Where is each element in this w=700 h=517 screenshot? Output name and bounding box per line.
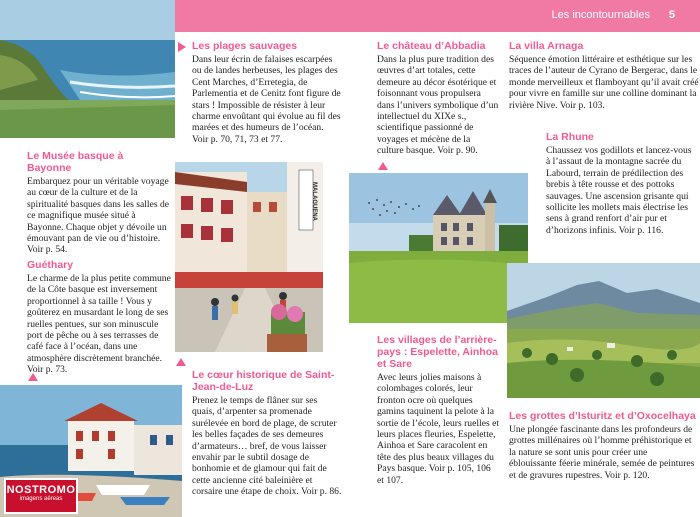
section-text: Chaussez vos godillots et lancez-vous à l’assaut de la montagne sacrée du Labourd, terrain de prédilection des brebis à tête rousse et des pottoks sauvages. Une ascension grisante qui sollicite les mollets mais électrise les sens à grand renfort d’air pur et d’horizons infinis. Voir p. 116.: [546, 145, 692, 236]
mountain-photo: [507, 263, 700, 398]
section-text: Séquence émotion littéraire et esthétique sur les traces de l’auteur de Cyrano de Bergerac, dans le monde merveilleux et flamboyant qu’il avait créé pour vivre en famille sur une colline dominant la rivière Nive. Voir p. 103.: [509, 54, 699, 111]
section-title: Les plages sauvages: [192, 40, 298, 52]
section-title: Le château d’Abbadia: [377, 40, 486, 52]
section-arnaga: [509, 40, 699, 111]
section-text: Embarquez pour un véritable voyage au cœur de la culture et de la spiritualité basques dans les salles de ce magnifique musée situé à Bayonne. Chaque objet y dévoile un émouvant pan de vie ou d’histoire. Voir p. 54.: [27, 176, 170, 256]
chapter-title: Les incontournables: [551, 9, 650, 21]
street-photo: [175, 162, 323, 352]
section-title: Les grottes d’Isturitz et d’Oxocelhaya: [509, 410, 696, 422]
section-title: Les villages de l’arrière-pays : Espelette, Ainhoa et Sare: [377, 334, 498, 370]
section-title: Guéthary: [27, 259, 74, 271]
logo-name: NOSTROMO: [6, 484, 76, 496]
section-text: Le charme de la plus petite commune de la Côte basque est inversement proportionnel à sa taille ! Vous y goûterez en musardant le long de ses ruelles pentues, sur son minuscule port de pêche ou à ses terrasses de café face à l’océan, dans une atmosphère discrètement branchée. Voir p. 73.: [27, 273, 171, 376]
section-guethary: [27, 259, 172, 376]
nostromo-logo: [4, 478, 78, 514]
chateau-photo: [349, 173, 528, 323]
section-title: La Rhune: [546, 131, 594, 143]
header-banner: [175, 0, 700, 32]
coast-photo: [0, 0, 175, 138]
arrow-up-icon: [176, 358, 186, 366]
street-sign: MALAGUENA: [311, 182, 317, 221]
arrow-up-icon: [28, 373, 38, 381]
arrow-right-icon: [178, 42, 186, 52]
section-plages: [192, 40, 342, 145]
section-chateau: [377, 40, 499, 157]
logo-subtitle: imagens aéreas: [19, 496, 63, 502]
section-villages: [377, 334, 499, 486]
page-number: 5: [668, 9, 675, 21]
section-musee: [27, 150, 172, 256]
section-coeur: [192, 369, 342, 498]
section-text: Prenez le temps de flâner sur ses quais, d’arpenter sa promenade surélevée en bord de plage, de scruter les belles façades de ses demeures d’armateurs… bref, de vous laisser envahir par le subtil dosage de bonhomie et de glamour qui fait de cette ancienne cité baleinière et corsaire une étape de choix. Voir p. 86.: [192, 395, 342, 498]
arrow-up-icon: [378, 162, 388, 170]
section-text: Dans la plus pure tradition des œuvres d’art totales, cette demeure au décor ésotérique et foisonnant vous propulsera dans l’univers symbolique d’un intellectuel du XIXe s., scientifique passionné de voyages et mécène de la culture basque. Voir p. 90.: [377, 54, 499, 157]
section-title: Le cœur historique de Saint-Jean-de-Luz: [192, 369, 335, 393]
section-title: La villa Arnaga: [509, 40, 584, 52]
section-title: Le Musée basque à Bayonne: [27, 150, 124, 174]
section-text: Dans leur écrin de falaises escarpées ou de landes herbeuses, les plages des Cent Marches, d’Erretegia, de Parlementia et de Cenitz font figure de stars ! Impossible de résister à leur charme envoûtant qui évolue au fil des marées et des humeurs de l’océan. Voir p. 70, 71, 73 et 77.: [192, 54, 341, 145]
section-text: Une plongée fascinante dans les profondeurs de grottes millénaires où l’homme préhistorique et la nature se sont unis pour créer une éblouissante féerie minérale, semée de peintures et de gravures rupestres. Voir p. 120.: [509, 424, 695, 481]
section-rhune: [546, 131, 694, 236]
section-text: Avec leurs jolies maisons à colombages colorés, leur fronton ocre où quelques gamins taquinent la pelote à la sortie de l’école, leurs ruelles et leurs places fleuries, Espelette, Ainhoa et Sare caracolent en tête des plus beaux villages du Pays basque. Voir p. 105, 106 et 107.: [377, 372, 500, 486]
section-grottes: [509, 410, 697, 481]
